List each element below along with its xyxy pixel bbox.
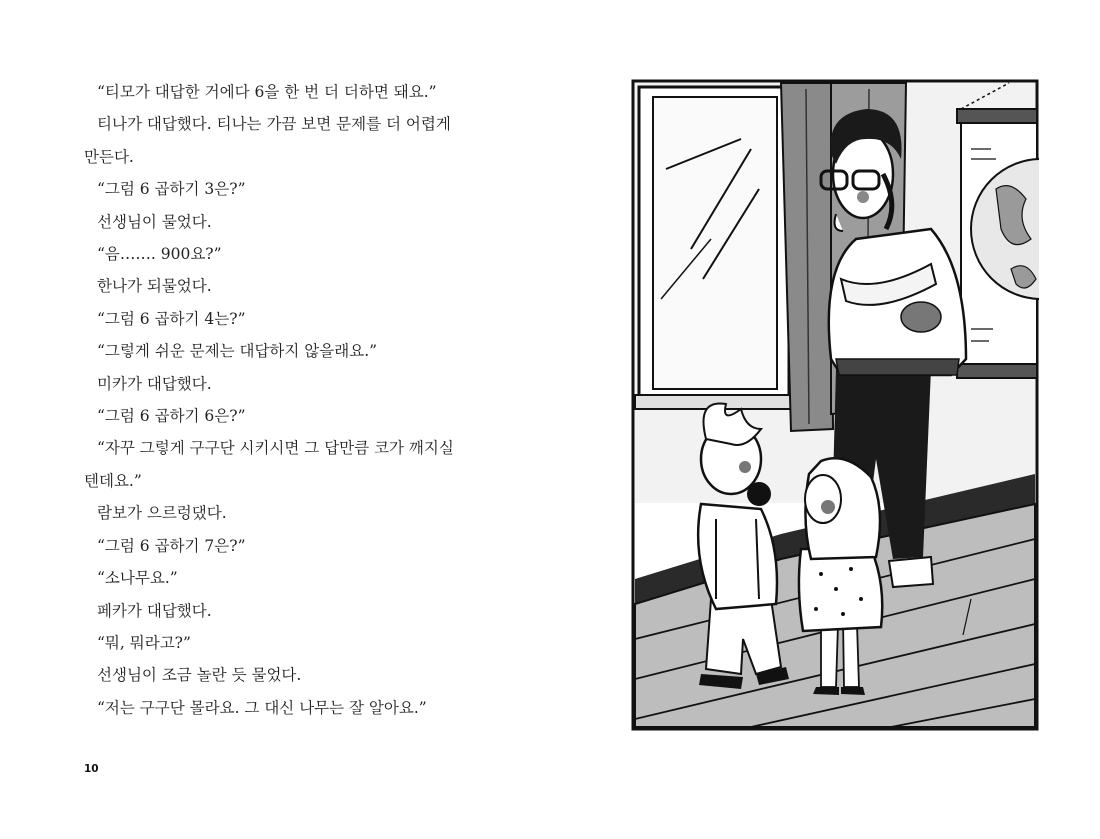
- classroom-illustration: [631, 79, 1039, 731]
- paragraph: “뭐, 뭐라고?”: [97, 633, 191, 652]
- paragraph: “소나무요.”: [97, 569, 178, 588]
- paragraph: “티모가 대답한 거에다 6을 한 번 더 더하면 돼요.”: [97, 83, 437, 101]
- paragraph: “저는 구구단 몰라요. 그 대신 나무는 잘 알아요.”: [97, 698, 427, 717]
- paragraph: 선생님이 조금 놀란 듯 물었다.: [97, 666, 302, 685]
- paragraph: 페카가 대답했다.: [97, 601, 212, 620]
- story-text: [84, 76, 484, 724]
- paragraph: 람보가 으르렁댔다.: [97, 504, 227, 523]
- paragraph: “그럼 6 곱하기 7은?”: [97, 536, 246, 555]
- paragraph: 텐데요.”: [84, 471, 142, 490]
- paragraph: “자꾸 그렇게 구구단 시키시면 그 답만큼 코가 깨지실: [97, 439, 454, 458]
- window: [635, 87, 795, 409]
- paragraph: 한나가 되물었다.: [97, 277, 212, 296]
- paragraph: “그럼 6 곱하기 3은?”: [97, 180, 246, 199]
- paragraph: “그럼 6 곱하기 4는?”: [97, 309, 246, 328]
- paragraph: “음……. 900요?”: [97, 245, 222, 264]
- paragraph: 선생님이 물었다.: [97, 212, 212, 231]
- wall-map: [957, 83, 1039, 378]
- paragraph: “그렇게 쉬운 문제는 대답하지 않을래요.”: [97, 342, 378, 361]
- page-number: 10: [84, 763, 99, 775]
- paragraph: 만든다.: [84, 147, 134, 166]
- paragraph: 미카가 대답했다.: [97, 374, 212, 393]
- paragraph: 티나가 대답했다. 티나는 가끔 보면 문제를 더 어렵게: [97, 115, 451, 134]
- paragraph: “그럼 6 곱하기 6은?”: [97, 407, 246, 426]
